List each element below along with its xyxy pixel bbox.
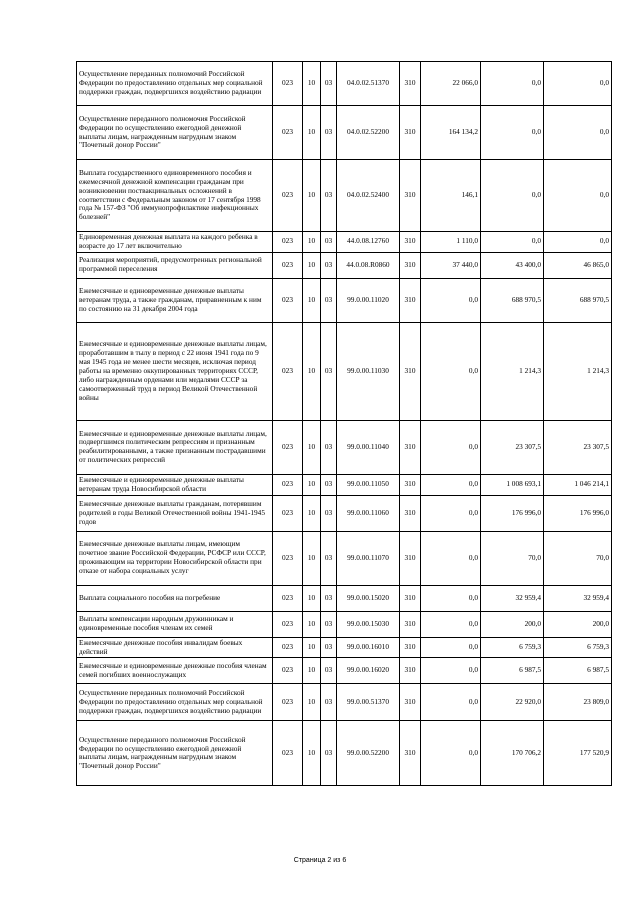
page-footer: Страница 2 из 6 — [293, 857, 347, 864]
expense-type-cell: 310 — [400, 585, 421, 611]
admin-code-cell: 023 — [273, 531, 303, 585]
row-description: Осуществление переданных полномочий Российской Федерации по предоставлению отдельных мер социальной поддержки граждан, подвергшихся воздействию радиации — [77, 62, 273, 106]
amount-year3-cell: 23 809,0 — [544, 684, 612, 721]
target-article-cell: 99.0.00.15030 — [337, 611, 400, 637]
section-cell: 10 — [303, 637, 321, 658]
table-row — [77, 684, 612, 721]
subsection-cell: 03 — [321, 252, 337, 278]
table-row — [77, 106, 612, 160]
amount-year3-cell: 32 959,4 — [544, 585, 612, 611]
expense-type-cell: 310 — [400, 495, 421, 531]
subsection-cell: 03 — [321, 531, 337, 585]
row-description: Ежемесячные и единовременные денежные выплаты ветеранам труда Новосибирской области — [77, 474, 273, 495]
admin-code-cell: 023 — [273, 160, 303, 232]
expense-type-cell: 310 — [400, 278, 421, 322]
target-article-cell: 04.0.02.52400 — [337, 160, 400, 232]
target-article-cell: 99.0.00.11040 — [337, 420, 400, 474]
amount-year3-cell: 6 987,5 — [544, 658, 612, 684]
table-row — [77, 252, 612, 278]
target-article-cell: 99.0.00.52200 — [337, 721, 400, 786]
expense-type-cell: 310 — [400, 322, 421, 420]
amount-year3-cell: 1 214,3 — [544, 322, 612, 420]
amount-year3-cell: 176 996,0 — [544, 495, 612, 531]
row-description: Ежемесячные и единовременные денежные выплаты лицам, проработавшим в тылу в период с 22 июня 1941 года по 9 мая 1945 года не менее шести месяцев, исключая период работы на временно оккупированных территориях СССР, либо награжденным орденами или медалями СССР за самоотверженный труд в период Великой Отечественной войны — [77, 322, 273, 420]
section-cell: 10 — [303, 420, 321, 474]
expense-type-cell: 310 — [400, 232, 421, 253]
subsection-cell: 03 — [321, 637, 337, 658]
amount-year3-cell: 688 970,5 — [544, 278, 612, 322]
section-cell: 10 — [303, 474, 321, 495]
row-description: Осуществление переданного полномочия Российской Федерации по осуществлению ежегодной денежной выплаты лицам, награжденным нагрудным знаком "Почетный донор России" — [77, 721, 273, 786]
amount-year2-cell: 0,0 — [481, 232, 544, 253]
amount-year3-cell: 177 520,9 — [544, 721, 612, 786]
table-row — [77, 474, 612, 495]
amount-year2-cell: 0,0 — [481, 160, 544, 232]
section-cell: 10 — [303, 531, 321, 585]
row-description: Ежемесячные денежные выплаты гражданам, потерявшим родителей в годы Великой Отечественной войны 1941-1945 годов — [77, 495, 273, 531]
section-cell: 10 — [303, 684, 321, 721]
row-description: Ежемесячные денежные пособия инвалидам боевых действий — [77, 637, 273, 658]
admin-code-cell: 023 — [273, 106, 303, 160]
row-description: Ежемесячные и единовременные денежные выплаты ветеранам труда, а также гражданам, приравненным к ним по состоянию на 31 декабря 2004 года — [77, 278, 273, 322]
amount-year2-cell: 22 920,0 — [481, 684, 544, 721]
target-article-cell: 99.0.00.51370 — [337, 684, 400, 721]
expense-type-cell: 310 — [400, 160, 421, 232]
target-article-cell: 99.0.00.11060 — [337, 495, 400, 531]
expense-type-cell: 310 — [400, 62, 421, 106]
admin-code-cell: 023 — [273, 721, 303, 786]
amount-year3-cell: 0,0 — [544, 160, 612, 232]
amount-year2-cell: 43 400,0 — [481, 252, 544, 278]
admin-code-cell: 023 — [273, 62, 303, 106]
expense-type-cell: 310 — [400, 637, 421, 658]
admin-code-cell: 023 — [273, 585, 303, 611]
admin-code-cell: 023 — [273, 611, 303, 637]
target-article-cell: 99.0.00.11050 — [337, 474, 400, 495]
row-description: Ежемесячные денежные выплаты лицам, имеющим почетное звание Российской Федерации, РСФСР или СССР, проживающим на территории Новосибирской области при отказе от набора социальных услуг — [77, 531, 273, 585]
table-row — [77, 495, 612, 531]
row-description: Ежемесячные и единовременные денежные выплаты лицам, подвергшимся политическим репрессиям и признанным реабилитированными, а также признанным пострадавшими от политических репрессий — [77, 420, 273, 474]
amount-year2-cell: 170 706,2 — [481, 721, 544, 786]
row-description: Реализация мероприятий, предусмотренных региональной программой переселения — [77, 252, 273, 278]
amount-year1-cell: 1 110,0 — [421, 232, 481, 253]
amount-year2-cell: 176 996,0 — [481, 495, 544, 531]
amount-year1-cell: 0,0 — [421, 585, 481, 611]
subsection-cell: 03 — [321, 232, 337, 253]
section-cell: 10 — [303, 611, 321, 637]
amount-year3-cell: 200,0 — [544, 611, 612, 637]
amount-year2-cell: 6 759,3 — [481, 637, 544, 658]
row-description: Единовременная денежная выплата на каждого ребенка в возрасте до 17 лет включительно — [77, 232, 273, 253]
section-cell: 10 — [303, 495, 321, 531]
table-row — [77, 637, 612, 658]
amount-year3-cell: 0,0 — [544, 232, 612, 253]
subsection-cell: 03 — [321, 160, 337, 232]
amount-year1-cell: 0,0 — [421, 495, 481, 531]
section-cell: 10 — [303, 322, 321, 420]
amount-year1-cell: 0,0 — [421, 611, 481, 637]
amount-year1-cell: 0,0 — [421, 322, 481, 420]
amount-year3-cell: 6 759,3 — [544, 637, 612, 658]
admin-code-cell: 023 — [273, 420, 303, 474]
row-description: Выплата государственного единовременного пособия и ежемесячной денежной компенсации гражданам при возникновении поствакцинальных осложнений в соответствии с Федеральным законом от 17 сентября 1998 года № 157-ФЗ "Об иммунопрофилактике инфекционных болезней" — [77, 160, 273, 232]
admin-code-cell: 023 — [273, 637, 303, 658]
admin-code-cell: 023 — [273, 684, 303, 721]
target-article-cell: 04.0.02.52200 — [337, 106, 400, 160]
amount-year2-cell: 1 214,3 — [481, 322, 544, 420]
amount-year1-cell: 0,0 — [421, 658, 481, 684]
table-row — [77, 160, 612, 232]
expense-type-cell: 310 — [400, 721, 421, 786]
subsection-cell: 03 — [321, 585, 337, 611]
amount-year2-cell: 23 307,5 — [481, 420, 544, 474]
amount-year3-cell: 23 307,5 — [544, 420, 612, 474]
table-body — [77, 62, 612, 786]
amount-year2-cell: 0,0 — [481, 106, 544, 160]
amount-year2-cell: 6 987,5 — [481, 658, 544, 684]
subsection-cell: 03 — [321, 495, 337, 531]
row-description: Ежемесячные и единовременные денежные пособия членам семей погибших военнослужащих — [77, 658, 273, 684]
admin-code-cell: 023 — [273, 658, 303, 684]
budget-table — [76, 61, 612, 786]
amount-year1-cell: 0,0 — [421, 420, 481, 474]
section-cell: 10 — [303, 62, 321, 106]
section-cell: 10 — [303, 721, 321, 786]
table-row — [77, 658, 612, 684]
subsection-cell: 03 — [321, 420, 337, 474]
subsection-cell: 03 — [321, 658, 337, 684]
amount-year1-cell: 0,0 — [421, 637, 481, 658]
amount-year3-cell: 0,0 — [544, 106, 612, 160]
table-row — [77, 531, 612, 585]
section-cell: 10 — [303, 658, 321, 684]
amount-year1-cell: 0,0 — [421, 474, 481, 495]
amount-year1-cell: 146,1 — [421, 160, 481, 232]
table-row — [77, 322, 612, 420]
table-row — [77, 232, 612, 253]
section-cell: 10 — [303, 252, 321, 278]
amount-year1-cell: 37 440,0 — [421, 252, 481, 278]
expense-type-cell: 310 — [400, 252, 421, 278]
table-row — [77, 62, 612, 106]
expense-type-cell: 310 — [400, 420, 421, 474]
subsection-cell: 03 — [321, 721, 337, 786]
target-article-cell: 04.0.02.51370 — [337, 62, 400, 106]
expense-type-cell: 310 — [400, 531, 421, 585]
target-article-cell: 44.0.08.R0860 — [337, 252, 400, 278]
amount-year1-cell: 164 134,2 — [421, 106, 481, 160]
subsection-cell: 03 — [321, 684, 337, 721]
amount-year3-cell: 1 046 214,1 — [544, 474, 612, 495]
amount-year2-cell: 32 959,4 — [481, 585, 544, 611]
subsection-cell: 03 — [321, 62, 337, 106]
admin-code-cell: 023 — [273, 252, 303, 278]
table-row — [77, 611, 612, 637]
amount-year2-cell: 70,0 — [481, 531, 544, 585]
section-cell: 10 — [303, 232, 321, 253]
subsection-cell: 03 — [321, 474, 337, 495]
amount-year1-cell: 0,0 — [421, 531, 481, 585]
table-row — [77, 278, 612, 322]
expense-type-cell: 310 — [400, 658, 421, 684]
section-cell: 10 — [303, 106, 321, 160]
row-description: Осуществление переданного полномочия Российской Федерации по осуществлению ежегодной денежной выплаты лицам, награжденным нагрудным знаком "Почетный донор России" — [77, 106, 273, 160]
amount-year2-cell: 0,0 — [481, 62, 544, 106]
admin-code-cell: 023 — [273, 495, 303, 531]
target-article-cell: 99.0.00.16010 — [337, 637, 400, 658]
subsection-cell: 03 — [321, 611, 337, 637]
amount-year3-cell: 70,0 — [544, 531, 612, 585]
row-description: Осуществление переданных полномочий Российской Федерации по предоставлению отдельных мер социальной поддержки граждан, подвергшихся воздействию радиации — [77, 684, 273, 721]
row-description: Выплата социального пособия на погребение — [77, 585, 273, 611]
section-cell: 10 — [303, 278, 321, 322]
amount-year1-cell: 22 066,0 — [421, 62, 481, 106]
admin-code-cell: 023 — [273, 232, 303, 253]
subsection-cell: 03 — [321, 106, 337, 160]
amount-year2-cell: 200,0 — [481, 611, 544, 637]
expense-type-cell: 310 — [400, 611, 421, 637]
target-article-cell: 99.0.00.11070 — [337, 531, 400, 585]
subsection-cell: 03 — [321, 322, 337, 420]
table-row — [77, 721, 612, 786]
amount-year1-cell: 0,0 — [421, 278, 481, 322]
expense-type-cell: 310 — [400, 106, 421, 160]
target-article-cell: 99.0.00.11030 — [337, 322, 400, 420]
admin-code-cell: 023 — [273, 322, 303, 420]
amount-year3-cell: 46 865,0 — [544, 252, 612, 278]
amount-year2-cell: 688 970,5 — [481, 278, 544, 322]
subsection-cell: 03 — [321, 278, 337, 322]
table-row — [77, 585, 612, 611]
amount-year1-cell: 0,0 — [421, 684, 481, 721]
admin-code-cell: 023 — [273, 278, 303, 322]
target-article-cell: 99.0.00.16020 — [337, 658, 400, 684]
row-description: Выплаты компенсации народным дружинникам и единовременные пособия членам их семей — [77, 611, 273, 637]
target-article-cell: 99.0.00.11020 — [337, 278, 400, 322]
target-article-cell: 44.0.08.12760 — [337, 232, 400, 253]
expense-type-cell: 310 — [400, 684, 421, 721]
table-row — [77, 420, 612, 474]
amount-year1-cell: 0,0 — [421, 721, 481, 786]
expense-type-cell: 310 — [400, 474, 421, 495]
amount-year2-cell: 1 008 693,1 — [481, 474, 544, 495]
section-cell: 10 — [303, 585, 321, 611]
amount-year3-cell: 0,0 — [544, 62, 612, 106]
target-article-cell: 99.0.00.15020 — [337, 585, 400, 611]
section-cell: 10 — [303, 160, 321, 232]
admin-code-cell: 023 — [273, 474, 303, 495]
